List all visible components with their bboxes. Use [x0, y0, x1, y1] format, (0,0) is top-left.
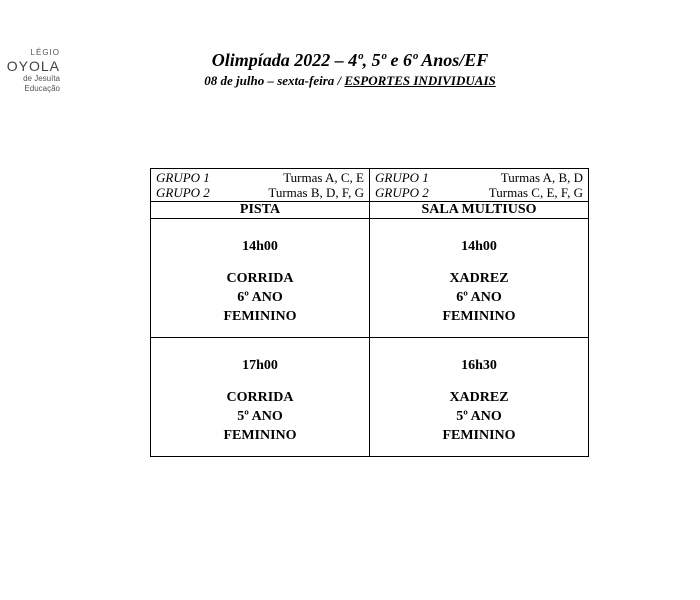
event-sport: XADREZ: [449, 271, 509, 286]
venue-row: [151, 202, 589, 219]
group-classes: Turmas C, E, F, G: [488, 185, 583, 200]
group-row: [156, 170, 364, 185]
event-sport: CORRIDA: [226, 390, 294, 405]
venue-header: SALA MULTIUSO: [370, 202, 589, 219]
event-year: 6º ANO: [237, 290, 283, 305]
event-time: 16h30: [461, 358, 497, 373]
subtitle-category: ESPORTES INDIVIDUAIS: [344, 73, 496, 88]
subtitle-date: 08 de julho – sexta-feira /: [204, 73, 345, 88]
logo-line: de Jesuíta: [23, 74, 60, 83]
event-cell: [370, 338, 589, 457]
event-cell: [151, 219, 370, 338]
event-time: 17h00: [242, 358, 278, 373]
event-row: [151, 219, 589, 338]
groups-cell: [370, 169, 589, 202]
event-category: FEMININO: [442, 428, 516, 443]
logo-line: OYOLA: [6, 58, 60, 74]
group-name: GRUPO 1: [156, 170, 210, 185]
event-sport: CORRIDA: [226, 271, 294, 286]
groups-cell: [151, 169, 370, 202]
group-name: GRUPO 2: [375, 185, 429, 200]
group-row: [375, 170, 583, 185]
event-time: 14h00: [242, 239, 278, 254]
venue-header: PISTA: [151, 202, 370, 219]
group-classes: Turmas B, D, F, G: [268, 185, 364, 200]
group-row: [375, 185, 583, 200]
page-subtitle: [0, 73, 700, 89]
group-name: GRUPO 2: [156, 185, 210, 200]
event-category: FEMININO: [223, 428, 297, 443]
event-category: FEMININO: [442, 309, 516, 324]
group-classes: Turmas A, B, D: [500, 170, 583, 185]
groups-row: [151, 169, 589, 202]
schedule-table: [150, 168, 589, 457]
logo-line: Educação: [24, 84, 60, 93]
event-year: 5º ANO: [456, 409, 502, 424]
event-row: [151, 338, 589, 457]
event-category: FEMININO: [223, 309, 297, 324]
group-name: GRUPO 1: [375, 170, 429, 185]
event-sport: XADREZ: [449, 390, 509, 405]
group-row: [156, 185, 364, 200]
event-cell: [370, 219, 589, 338]
group-classes: Turmas A, C, E: [283, 170, 364, 185]
event-time: 14h00: [461, 239, 497, 254]
event-year: 6º ANO: [456, 290, 502, 305]
page-title: Olimpíada 2022 – 4º, 5º e 6º Anos/EF: [211, 50, 489, 70]
event-cell: [151, 338, 370, 457]
event-year: 5º ANO: [237, 409, 283, 424]
logo-line: LÉGIO: [30, 48, 60, 57]
